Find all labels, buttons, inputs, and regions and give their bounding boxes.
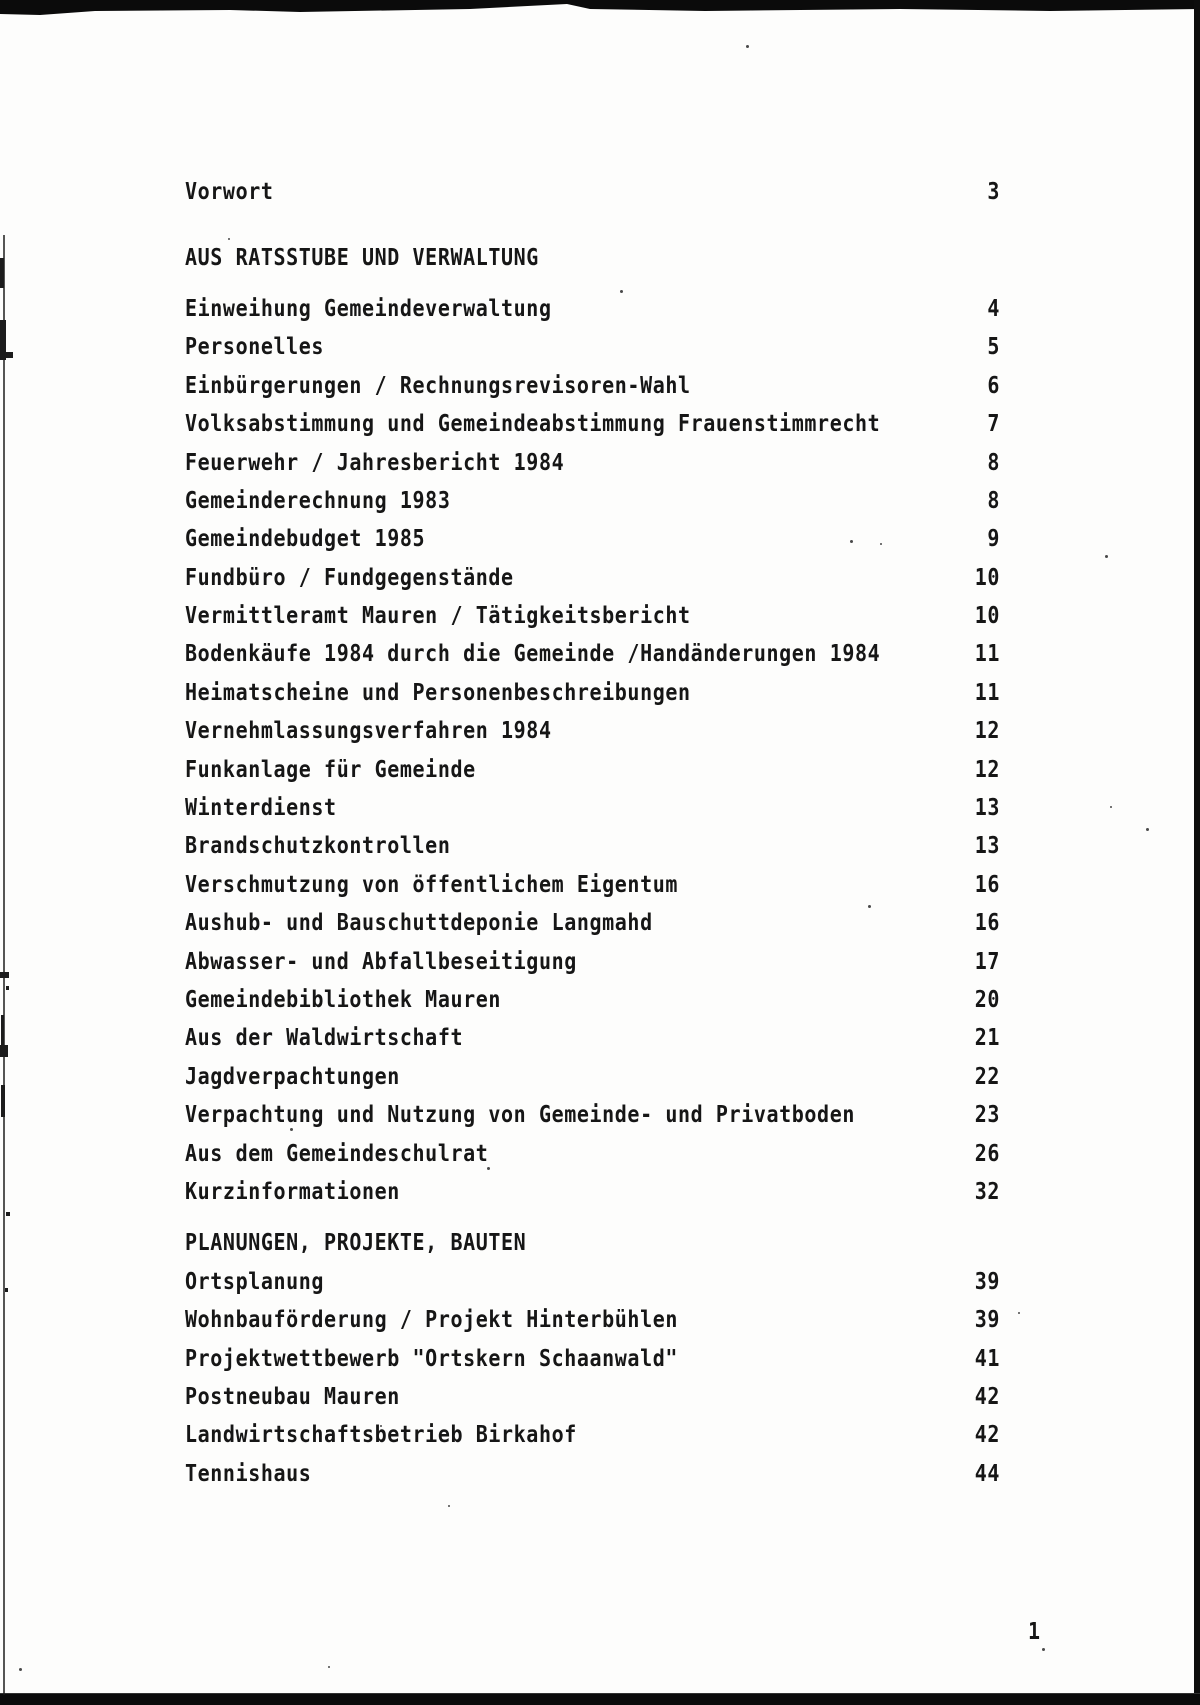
scan-edge-mark — [6, 1212, 10, 1216]
toc-entry — [185, 1377, 1000, 1415]
toc-entry-page: 26 — [974, 1138, 1000, 1167]
toc-entry-title: Gemeindebibliothek Mauren — [185, 985, 502, 1013]
toc-entry-title: Abwasser- und Abfallbeseitigung — [185, 946, 577, 975]
toc-entry-page: 16 — [974, 869, 1000, 898]
toc-entry-title: Heimatscheine und Personenbeschreibungen — [185, 677, 691, 706]
scan-speck — [1042, 1648, 1045, 1651]
toc-entry — [185, 366, 1000, 404]
scan-speck — [448, 1505, 450, 1507]
toc-entry-title: Gemeinderechnung 1983 — [185, 486, 451, 514]
toc-entry-title: Personelles — [185, 332, 325, 361]
toc-entry — [185, 327, 1000, 365]
toc-entry-page: 11 — [974, 677, 1000, 706]
toc-entry — [185, 1454, 1000, 1492]
toc-entry-page: 39 — [974, 1266, 1000, 1295]
scan-speck — [1110, 806, 1112, 808]
toc-entry-title: Projektwettbewerb "Ortskern Schaanwald" — [185, 1343, 678, 1372]
toc-entry-page: 8 — [987, 447, 1000, 476]
toc-entry-title: Tennishaus — [185, 1458, 312, 1487]
scan-speck — [328, 1666, 330, 1668]
toc-entry-title: Bodenkäufe 1984 durch die Gemeinde /Handänderungen 1984 — [185, 639, 881, 668]
scan-edge-mark — [5, 1288, 8, 1292]
scan-edge-mark — [0, 258, 4, 288]
toc-entry-title: Jagdverpachtungen — [185, 1061, 400, 1090]
toc-entry-title: Winterdienst — [185, 793, 337, 821]
scan-edge-mark — [0, 972, 9, 978]
page-number — [1028, 1612, 1041, 1650]
toc-entry — [185, 404, 1000, 442]
scan-edge-mark — [0, 352, 13, 358]
toc-entry — [185, 289, 1000, 327]
toc-entry — [185, 1018, 1000, 1056]
toc-entry-page: 11 — [974, 639, 1000, 668]
scan-border-right — [1194, 0, 1200, 1705]
toc-entry-page: 12 — [974, 716, 1000, 745]
toc-entry — [185, 673, 1000, 711]
toc-entry-page: 42 — [974, 1381, 1000, 1410]
toc-section-heading — [185, 1223, 1000, 1261]
toc-entry-title: Fundbüro / Fundgegenstände — [185, 562, 514, 591]
toc-entry-title: Aus der Waldwirtschaft — [185, 1023, 464, 1052]
toc-entry — [185, 1262, 1000, 1300]
toc-entry-title: Kurzinformationen — [185, 1177, 400, 1205]
scan-speck — [1018, 1312, 1020, 1314]
toc-entry-page: 39 — [974, 1305, 1000, 1334]
table-of-contents — [185, 0, 1000, 1492]
toc-entry-page: 23 — [974, 1100, 1000, 1129]
toc-entry — [185, 1095, 1000, 1133]
toc-entry-page: 7 — [987, 409, 1000, 438]
toc-entry — [185, 1057, 1000, 1095]
toc-entry-page: 10 — [974, 562, 1000, 591]
toc-section-heading-text: AUS RATSSTUBE UND VERWALTUNG — [185, 242, 539, 271]
toc-entry-page: 44 — [974, 1458, 1000, 1487]
toc-entry-title: Ortsplanung — [185, 1266, 325, 1295]
toc-entry-title: Funkanlage für Gemeinde — [185, 754, 476, 783]
toc-entry-title: Vermittleramt Mauren / Tätigkeitsbericht — [185, 601, 691, 630]
toc-entry — [185, 1133, 1000, 1171]
toc-entry-title: Gemeindebudget 1985 — [185, 524, 426, 553]
toc-entry-title: Einweihung Gemeindeverwaltung — [185, 294, 552, 322]
scan-edge-line — [3, 235, 5, 1695]
toc-entry — [185, 1338, 1000, 1376]
toc-entry — [185, 865, 1000, 903]
toc-entry — [185, 826, 1000, 864]
toc-entry-page: 17 — [974, 946, 1000, 975]
scan-speck — [19, 1668, 22, 1671]
toc-entry — [185, 1415, 1000, 1453]
toc-entry-page: 3 — [987, 177, 1000, 206]
scan-border-bottom — [0, 1693, 1200, 1705]
toc-entry — [185, 558, 1000, 596]
toc-entry-page: 22 — [974, 1061, 1000, 1090]
toc-entry-title: Brandschutzkontrollen — [185, 831, 451, 860]
toc-entry-title: Einbürgerungen / Rechnungsrevisoren-Wahl — [185, 370, 691, 399]
page-number-text: 1 — [1028, 1617, 1041, 1645]
toc-entry — [185, 596, 1000, 634]
toc-entry-page: 13 — [974, 793, 1000, 821]
toc-entry-page: 9 — [987, 524, 1000, 553]
toc-entry-page: 8 — [987, 486, 1000, 514]
toc-entry-title: Vorwort — [185, 177, 274, 206]
toc-entry — [185, 481, 1000, 519]
toc-entry — [185, 1172, 1000, 1210]
toc-section-heading-text: PLANUNGEN, PROJEKTE, BAUTEN — [185, 1228, 527, 1257]
toc-entry — [185, 980, 1000, 1018]
toc-entry-page: 16 — [974, 908, 1000, 937]
toc-entry — [185, 749, 1000, 787]
toc-entry-title: Aushub- und Bauschuttdeponie Langmahd — [185, 908, 653, 937]
toc-entry-page: 4 — [987, 294, 1000, 322]
toc-entry-page: 10 — [974, 601, 1000, 630]
scan-edge-mark — [1, 1015, 4, 1047]
toc-entry-page: 5 — [987, 332, 1000, 361]
toc-entry — [185, 442, 1000, 480]
toc-entry — [185, 1300, 1000, 1338]
toc-entry-page: 20 — [974, 985, 1000, 1013]
scan-edge-mark — [6, 986, 9, 990]
toc-entry — [185, 711, 1000, 749]
toc-entry-page: 21 — [974, 1023, 1000, 1052]
toc-entry — [185, 903, 1000, 941]
toc-entry — [185, 788, 1000, 826]
toc-entry-title: Feuerwehr / Jahresbericht 1984 — [185, 447, 565, 476]
toc-entry-title: Wohnbauförderung / Projekt Hinterbühlen — [185, 1305, 678, 1334]
toc-entry-title: Aus dem Gemeindeschulrat — [185, 1138, 489, 1167]
scan-edge-mark — [0, 1045, 8, 1057]
toc-entry-page: 12 — [974, 754, 1000, 783]
toc-entry-title: Volksabstimmung und Gemeindeabstimmung Frauenstimmrecht — [185, 409, 881, 438]
scan-edge-mark — [1, 1085, 5, 1117]
toc-entry — [185, 634, 1000, 672]
toc-section-heading — [185, 237, 1000, 275]
toc-entry-page: 41 — [974, 1343, 1000, 1372]
toc-entry-title: Verpachtung und Nutzung von Gemeinde- und Privatboden — [185, 1100, 855, 1129]
toc-entry — [185, 941, 1000, 979]
toc-entry — [185, 172, 1000, 210]
toc-entry-title: Vernehmlassungsverfahren 1984 — [185, 716, 552, 745]
toc-entry-title: Verschmutzung von öffentlichem Eigentum — [185, 869, 678, 898]
scan-speck — [1105, 555, 1108, 558]
scan-speck — [1146, 828, 1149, 831]
toc-entry-title: Landwirtschaftsbetrieb Birkahof — [185, 1420, 577, 1449]
toc-entry-page: 13 — [974, 831, 1000, 860]
toc-entry-title: Postneubau Mauren — [185, 1381, 400, 1410]
toc-entry-page: 32 — [974, 1177, 1000, 1205]
toc-entry — [185, 519, 1000, 557]
toc-entry-page: 6 — [987, 370, 1000, 399]
toc-entry-page: 42 — [974, 1420, 1000, 1449]
